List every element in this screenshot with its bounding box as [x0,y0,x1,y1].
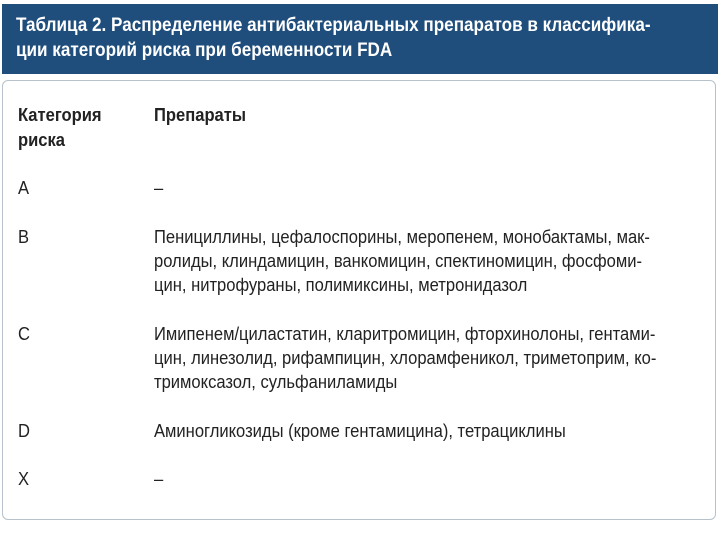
row-b-drugs-line-1: Пенициллины, цефалоспорины, меропенем, монобактамы, мак- [154,227,650,247]
row-x-drugs-line-1: – [154,469,164,489]
row-a-drugs-line-1: – [154,178,164,198]
row-d-category: D [18,421,30,441]
table-title-line-2: ции категорий риска при беременности FDA [16,40,393,61]
row-c-category: C [18,324,30,344]
row-c-drugs-line-3: тримоксазол, сульфаниламиды [154,372,398,392]
row-b-category: B [18,227,30,247]
row-c-drugs-line-1: Имипенем/циластатин, кларитромицин, фторхинолоны, гентами- [154,324,656,344]
row-b-drugs-line-2: ролиды, клиндамицин, ванкомицин, спектиномицин, фосфоми- [154,251,643,271]
row-x-category: X [18,469,30,489]
row-a-category: A [18,178,30,198]
row-d-drugs-line-1: Аминогликозиды (кроме гентамицина), тетрациклины [154,421,566,441]
table-title-line-1: Таблица 2. Распределение антибактериальных препаратов в классифика- [16,15,651,36]
row-c-drugs-line-2: цин, линезолид, рифампицин, хлорамфеникол, триметоприм, ко- [154,348,657,368]
row-b-drugs-line-3: цин, нитрофураны, полимиксины, метронидазол [154,275,528,295]
header-category-line-1: Категория [18,105,102,125]
header-drugs: Препараты [154,105,247,125]
table-title-bar [2,4,718,74]
header-category-line-2: риска [18,130,66,150]
